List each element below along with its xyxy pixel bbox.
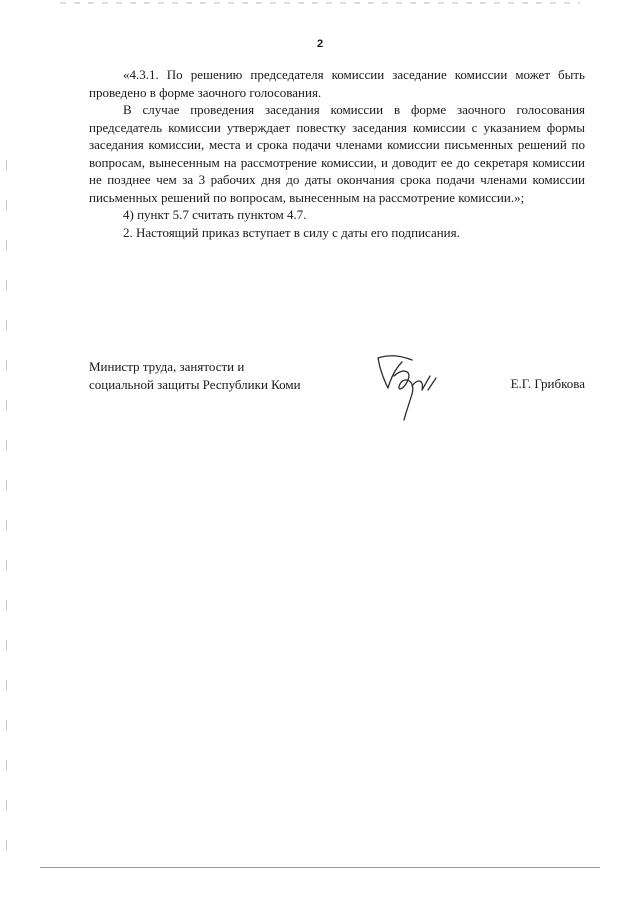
handwritten-signature [372,350,442,422]
signatory-position-line2: социальной защиты Республики Коми [89,376,301,392]
paragraph-absentee-voting: В случае проведения заседания комиссии в форме заочного голосования председатель комиссии утверждает повестку заседания комиссии с указанием формы заседания комиссии, места и срока подачи членами комиссии письменных решений по вопросам, вынесенным на рассмотрение комиссии, и доводит ее до секретаря комиссии не позднее чем за 3 рабочих дня до даты окончания срока подачи членами комиссии письменных решений по вопросам, вынесенным на рассмотрение комиссии.»; [89,102,585,205]
signature-block [89,358,585,428]
paragraph-4-3-1: «4.3.1. По решению председателя комиссии заседание комиссии может быть проведено в форме заочного голосования. [89,67,585,100]
paragraph-item-4: 4) пункт 5.7 считать пунктом 4.7. [123,207,307,222]
signatory-position-line1: Министр труда, занятости и [89,359,245,374]
scan-artifact-left [6,160,7,880]
paragraph-effective-date: 2. Настоящий приказ вступает в силу с даты его подписания. [123,224,460,240]
document-body [89,66,585,241]
signatory-name: Е.Г. Грибкова [510,376,585,391]
scan-artifact-top [60,2,580,4]
scan-artifact-bottom [40,867,600,868]
page-number: 2 [316,38,324,50]
signatory-position [89,358,301,393]
